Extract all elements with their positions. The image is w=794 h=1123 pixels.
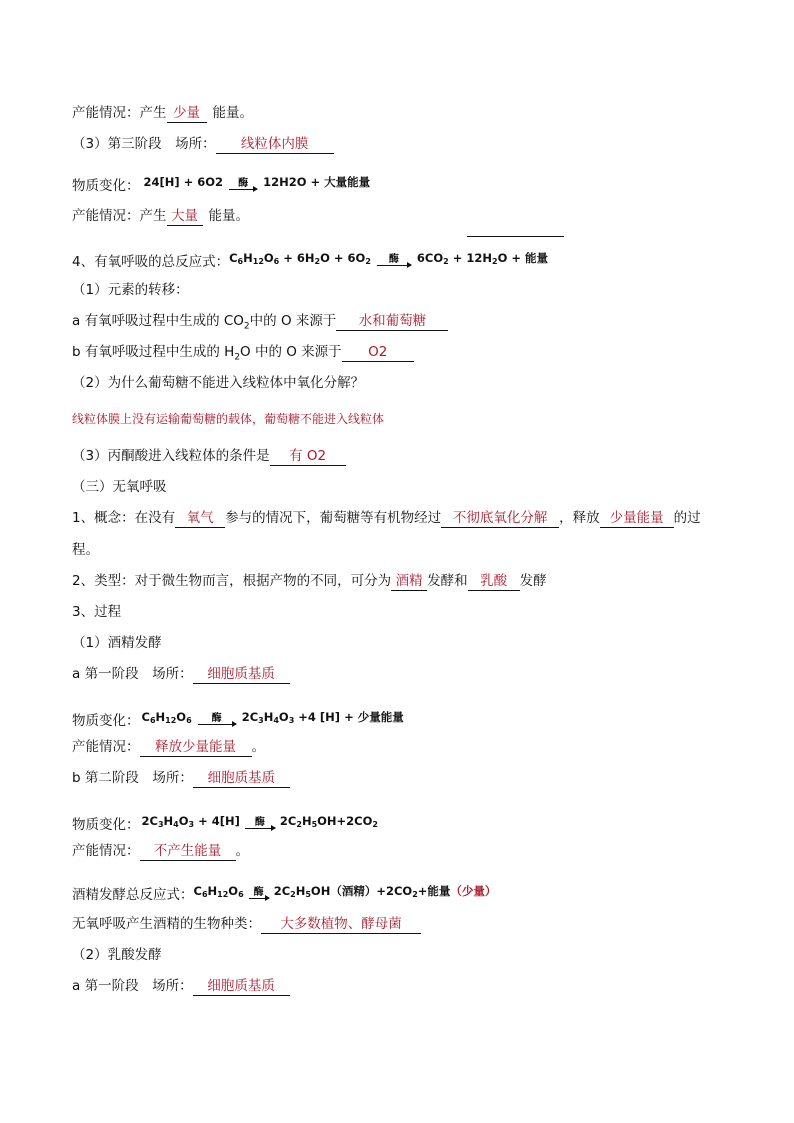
concept-line: 1、概念：在没有 氧气 参与的情况下，葡萄糖等有机物经过 不彻底氧化分解 ，释放 少量能量 的过 [72,510,701,526]
enzyme-arrow: 酶 [229,179,257,190]
alcohol-stage2-energy: 产能情况： 不产生能量 。 [72,843,249,859]
blank-answer: 大多数植物、酵母菌 [261,916,421,934]
question: （2）为什么葡萄糖不能进入线粒体中氧化分解？ [72,375,365,391]
alcohol-stage1-location: a 第一阶段 场所： 细胞质基质 [72,664,290,684]
answer-text: 线粒体膜上没有运输葡萄糖的载体，葡萄糖不能进入线粒体 [72,412,385,426]
alcohol-stage2-location: b 第二阶段 场所： 细胞质基质 [72,768,290,788]
pyruvate-condition: （3）丙酮酸进入线粒体的条件是 有 O2 [72,446,346,466]
stage3-reaction: 物质变化： 24[H] + 6O2 酶 12H2O + 大量能量 [72,172,370,196]
lactic-stage1-location: a 第一阶段 场所： 细胞质基质 [72,976,290,996]
equation: 24[H] + 6O2 酶 12H2O + 大量能量 [143,175,371,189]
blank-answer: 细胞质基质 [193,666,290,684]
alcohol-stage2-reaction: 物质变化： $2C_3H_4O_3 + 4[H]$ 酶 $2C_2H_5OH+2CO_2$ [72,811,378,835]
enzyme-arrow: 酶 [249,888,269,899]
types-line: 2、类型：对于微生物而言，根据产物的不同，可分为 酒精 发酵和 乳酸 发酵 [72,573,547,589]
blank-answer: 有 O2 [270,448,346,466]
blank-answer: 酒精 [391,573,427,591]
equation: $C_6H_{12}O_6 + 6H_2O + 6O_2$ 酶 $6CO_2 + 12H_2O$ + 能量 [229,251,548,266]
blank-answer: 细胞质基质 [193,978,290,996]
equation: $C_6H_{12}O_6$ 酶 $2C_2H_5OH$（酒精）$+2CO_2+$能量（少量） [193,884,497,899]
blank-answer: 线粒体内膜 [216,136,334,154]
alcohol-stage1-energy: 产能情况： 释放少量能量 。 [72,739,265,755]
heading: 3、过程 [72,604,122,620]
enzyme-arrow: 酶 [245,818,275,829]
equation: $2C_3H_4O_3 + 4[H]$ 酶 $2C_2H_5OH+2CO_2$ [141,814,378,829]
blank-answer: 水和葡萄糖 [336,313,448,331]
subheading: （2）乳酸发酵 [72,947,162,963]
co2-oxygen-source: a 有氧呼吸过程中生成的 $CO_2$中的 O 来源于 水和葡萄糖 [72,311,448,337]
blank-answer: 大量 [167,208,203,226]
h2o-oxygen-source: b 有氧呼吸过程中生成的 $H_2O$ 中的 O 来源于 O2 [72,342,414,368]
alcohol-organisms: 无氧呼吸产生酒精的生物种类： 大多数植物、酵母菌 [72,914,421,934]
blank-answer: 不彻底氧化分解 [441,510,559,528]
enzyme-arrow: 酶 [198,714,236,725]
enzyme-arrow: 酶 [377,255,411,266]
alcohol-total-equation: 酒精发酵总反应式：$C_6H_{12}O_6$ 酶 $2C_2H_5OH$（酒精）$+2CO_2+$能量（少量） [72,881,496,905]
subheading: （1）元素的转移： [72,282,189,298]
concept-line-cont: 程。 [72,542,99,558]
blank-answer: 少量能量 [600,510,674,528]
stage3-location: （3）第三阶段 场所： 线粒体内膜 [72,134,334,154]
energy-line-2: 产能情况：产生 大量 能量。 [72,208,249,224]
blank-answer: 细胞质基质 [193,770,290,788]
blank-answer: 乳酸 [468,573,520,591]
aerobic-total-equation: 4、有氧呼吸的总反应式：$C_6H_{12}O_6 + 6H_2O + 6O_2$ 酶 $6CO_2 + 12H_2O$ + 能量 [72,248,548,272]
section-heading: （三）无氧呼吸 [72,479,167,495]
subheading: （1）酒精发酵 [72,635,162,651]
blank-answer: 释放少量能量 [140,739,252,757]
blank-answer: 氧气 [175,510,225,528]
blank-answer: 不产生能量 [140,843,236,861]
energy-line-1: 产能情况：产生 少量 能量。 [72,105,253,121]
blank-answer: 少量 [167,105,207,123]
blank-line [467,236,564,237]
equation: $C_6H_{12}O_6$ 酶 $2C_3H_4O_3 +4$ [H] + 少量能量 [141,710,404,725]
blank-answer: O2 [342,344,414,362]
alcohol-stage1-reaction: 物质变化： $C_6H_{12}O_6$ 酶 $2C_3H_4O_3 +4$ [H] + 少量能量 [72,707,404,731]
